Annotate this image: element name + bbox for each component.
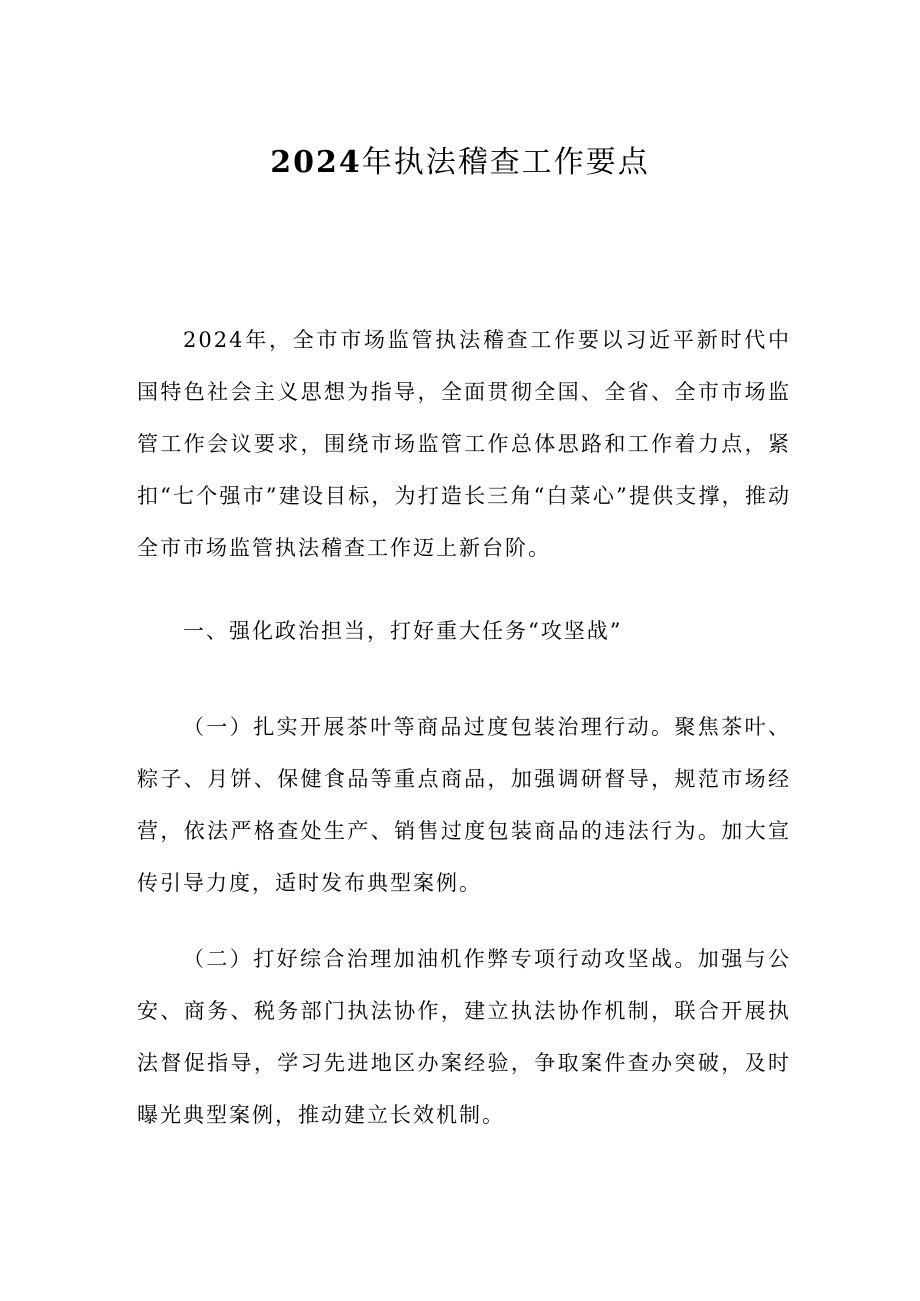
document-title bbox=[0, 141, 920, 185]
title-year: 2024 bbox=[270, 145, 362, 180]
item-paragraph-2: （二）打好综合治理加油机作弊专项行动攻坚战。加强与公安、商务、税务部门执法协作，建立执法协作机制，联合开展执法督促指导，学习先进地区办案经验，争取案件查办突破，及时曝光典型案例，推动建立长效机制。 bbox=[137, 947, 791, 1127]
intro-paragraph: 2024年，全市市场监管执法稽查工作要以习近平新时代中国特色社会主义思想为指导，全面贯彻全国、全省、全市市场监管工作会议要求，围绕市场监管工作总体思路和工作着力点，紧扣“七个强市”建设目标，为打造长三角“白菜心”提供支撑，推动全市市场监管执法稽查工作迈上新台阶。 bbox=[137, 328, 791, 560]
item-paragraph-1: （一）扎实开展茶叶等商品过度包装治理行动。聚焦茶叶、粽子、月饼、保健食品等重点商品，加强调研督导，规范市场经营，依法严格查处生产、销售过度包装商品的违法行为。加大宣传引导力度，适时发布典型案例。 bbox=[137, 715, 791, 895]
title-text: 年执法稽查工作要点 bbox=[361, 145, 650, 180]
section-heading-1: 一、强化政治担当，打好重大任务“攻坚战” bbox=[183, 619, 623, 643]
